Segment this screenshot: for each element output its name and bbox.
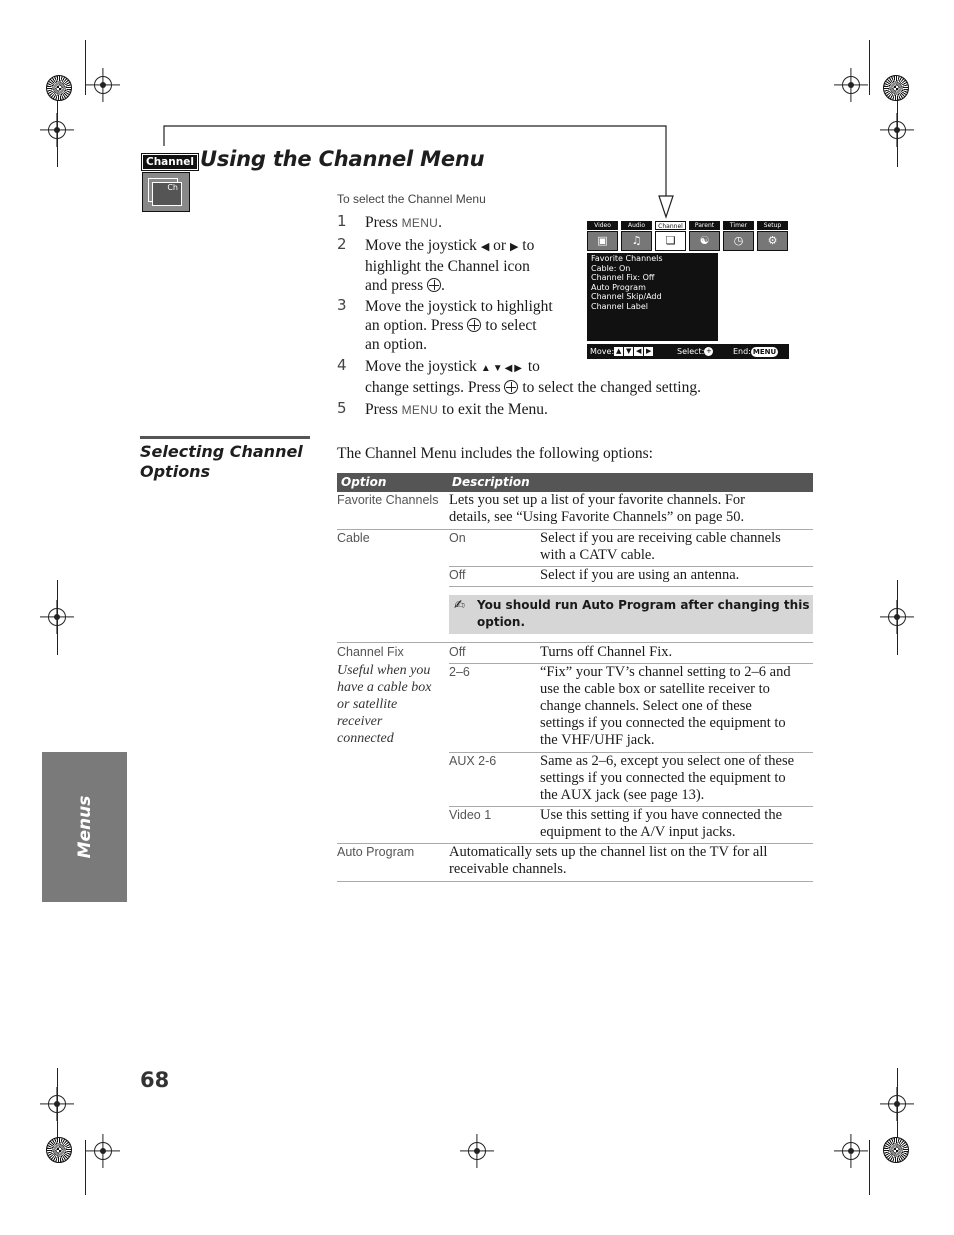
menu-key-icon: MENU — [752, 347, 777, 356]
video-icon: ▣ — [587, 231, 618, 251]
setup-icon: ⚙ — [757, 231, 788, 251]
registration-mark-icon — [48, 121, 66, 139]
tv-menu-item: Channel Fix: Off — [591, 273, 655, 282]
step-5: Press MENU to exit the Menu. — [365, 401, 548, 418]
description-channel-fix-2-6: “Fix” your TV’s channel setting to 2–6 and use the cable box or satellite receiver to change channels. Select one of these settings if you connected the equipment to the VHF/UHF jack. — [540, 664, 791, 748]
instructions-subhead: To select the Channel Menu — [337, 192, 486, 206]
up-arrow-icon: ▲ — [615, 347, 622, 355]
tv-move-hint: Move: ▲ ▼ ◀ ▶ — [590, 347, 652, 356]
channel-menu-icon — [142, 172, 190, 212]
tv-end-hint: End: MENU — [733, 347, 777, 356]
tv-tab-video: Video — [587, 221, 618, 230]
joystick-button-icon — [467, 318, 481, 332]
star-target-icon — [883, 75, 909, 101]
audio-icon: ♫ — [621, 231, 652, 251]
channel-icon: ❏ — [655, 231, 686, 251]
tv-tab-timer: Timer — [723, 221, 754, 230]
table-header — [337, 473, 813, 492]
step-3: Move the joystick to highlight an option. Press to select an option. — [365, 298, 553, 353]
joystick-button-icon — [427, 278, 441, 292]
tv-menu-item: Channel Skip/Add — [591, 292, 662, 301]
option-favorite-channels: Favorite Channels — [337, 493, 439, 507]
left-arrow-icon: ◀ — [635, 347, 642, 355]
section-title: Selecting Channel Options — [140, 442, 303, 481]
channel-tab-label: Channel — [142, 154, 198, 170]
step-number: 3 — [337, 296, 347, 314]
registration-mark-icon — [888, 608, 906, 626]
description-cable-on: Select if you are receiving cable channels with a CATV cable. — [540, 530, 781, 563]
page-title: Using the Channel Menu — [200, 147, 485, 171]
right-arrow-icon: ▶ — [509, 241, 519, 253]
tv-tab-channel: Channel — [655, 221, 686, 230]
tv-tab-parent: Parent — [689, 221, 720, 230]
registration-mark-icon — [48, 1095, 66, 1113]
option-channel-fix: Channel Fix — [337, 645, 404, 659]
registration-mark-icon — [842, 1142, 860, 1160]
step-number: 5 — [337, 399, 347, 417]
four-way-arrows-icon: ▲▼◀▶ — [480, 363, 524, 374]
value-channel-fix-video1: Video 1 — [449, 808, 492, 822]
cable-note: ✍ You should run Auto Program after changing this option. — [449, 595, 813, 634]
right-arrow-icon: ▶ — [645, 347, 652, 355]
joystick-button-icon: + — [705, 347, 712, 355]
step-2: Move the joystick ◀ or ▶ to highlight the Channel icon and press . — [365, 237, 535, 294]
description-channel-fix-off: Turns off Channel Fix. — [540, 644, 673, 660]
page-number: 68 — [140, 1068, 170, 1092]
column-header-description: Description — [452, 475, 530, 489]
step-number: 2 — [337, 235, 347, 253]
description-auto-program: Automatically sets up the channel list on the TV for all receivable channels. — [449, 844, 768, 877]
registration-mark-icon — [842, 76, 860, 94]
menus-side-tab — [42, 752, 127, 902]
description-favorite-channels: Lets you set up a list of your favorite channels. For details, see “Using Favorite Channels” on page 50. — [449, 492, 745, 525]
left-arrow-icon: ◀ — [480, 241, 490, 253]
side-tab-label: Menus — [74, 795, 95, 859]
table-divider — [337, 642, 813, 643]
option-auto-program: Auto Program — [337, 845, 415, 859]
channel-icon-text: Ch — [152, 182, 182, 206]
tv-select-hint: Select: + — [677, 347, 712, 356]
description-channel-fix-aux: Same as 2–6, except you select one of these settings if you connected the equipment to the AUX jack (see page 13). — [540, 753, 795, 803]
tv-tab-setup: Setup — [757, 221, 788, 230]
registration-mark-icon — [94, 76, 112, 94]
section-intro: The Channel Menu includes the following options: — [337, 445, 653, 462]
tv-menu-item: Auto Program — [591, 282, 646, 292]
registration-mark-icon — [48, 608, 66, 626]
table-divider — [449, 586, 813, 587]
value-channel-fix-off: Off — [449, 645, 466, 659]
step-4: Move the joystick ▲▼◀▶ to change settings. Press to select the changed setting. — [365, 358, 701, 396]
step-1: Press MENU. — [365, 214, 443, 231]
tv-menu-item: Cable: On — [591, 263, 631, 273]
step-number: 4 — [337, 356, 347, 374]
description-cable-off: Select if you are using an antenna. — [540, 567, 740, 583]
step-number: 1 — [337, 212, 347, 230]
value-channel-fix-2-6: 2–6 — [449, 665, 470, 679]
option-cable: Cable — [337, 531, 370, 545]
tv-channel-menu-screen — [587, 221, 789, 361]
joystick-button-icon — [504, 380, 518, 394]
column-header-option: Option — [341, 475, 387, 489]
registration-mark-icon — [888, 1095, 906, 1113]
description-channel-fix-video1: Use this setting if you have connected the equipment to the A/V input jacks. — [540, 807, 783, 840]
star-target-icon — [46, 1137, 72, 1163]
value-cable-on: On — [449, 531, 466, 545]
star-target-icon — [46, 75, 72, 101]
pencil-note-icon: ✍ — [454, 598, 465, 613]
parent-icon: ☯ — [689, 231, 720, 251]
tv-tab-audio: Audio — [621, 221, 652, 230]
tv-menu-item: Channel Label — [591, 301, 648, 311]
timer-icon: ◷ — [723, 231, 754, 251]
registration-mark-icon — [94, 1142, 112, 1160]
tv-menu-help-bar — [587, 344, 789, 359]
registration-mark-icon — [888, 121, 906, 139]
tv-menu-list — [587, 253, 718, 341]
channel-fix-note: Useful when you have a cable box or satellite receiver connected — [337, 663, 432, 746]
value-cable-off: Off — [449, 568, 466, 582]
down-arrow-icon: ▼ — [625, 347, 632, 355]
section-rule — [140, 436, 310, 439]
tv-menu-item: Favorite Channels — [591, 254, 663, 263]
star-target-icon — [883, 1137, 909, 1163]
table-divider — [337, 881, 813, 882]
value-channel-fix-aux: AUX 2-6 — [449, 754, 497, 768]
registration-mark-icon — [468, 1142, 486, 1160]
